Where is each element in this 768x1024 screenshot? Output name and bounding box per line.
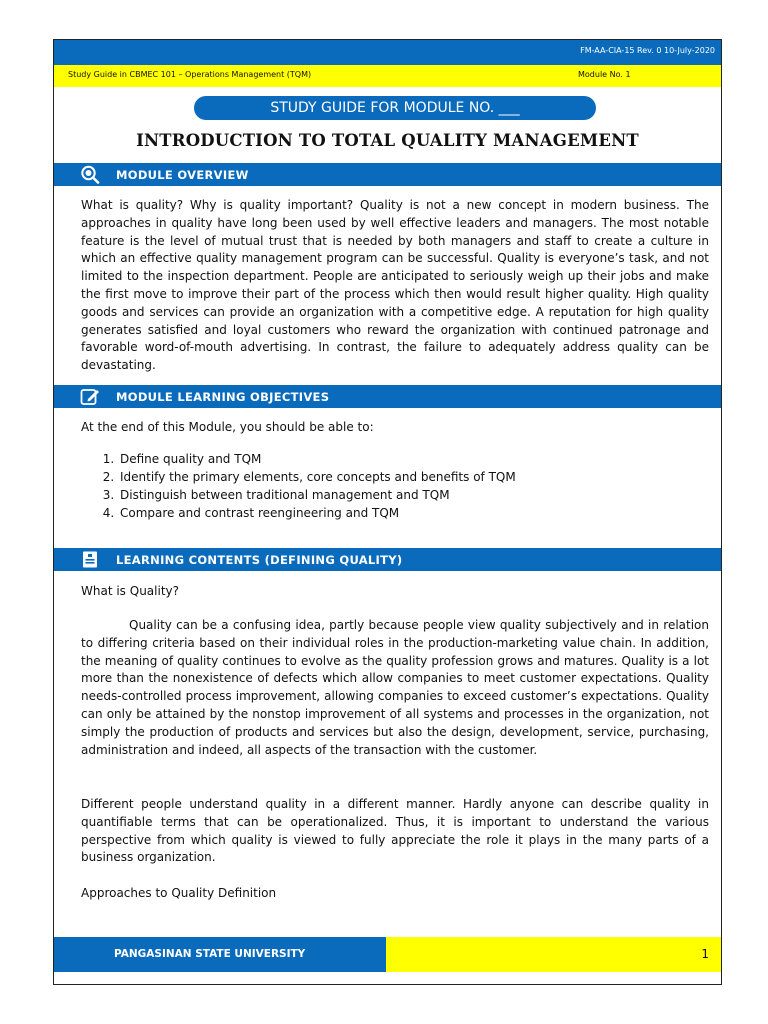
pencil-square-icon: [80, 387, 100, 406]
study-guide-banner: STUDY GUIDE FOR MODULE NO. ___: [194, 96, 596, 120]
contents-paragraph-2: Different people understand quality in a different manner. Hardly anyone can describe quality in quantifiable terms that can be operationalized. Thus, it is important to understand the various perspective from which quality is viewed to fully appreciate the role it plays in the many parts of a business organization.: [81, 797, 709, 865]
page-title: INTRODUCTION TO TOTAL QUALITY MANAGEMENT: [136, 131, 639, 150]
module-number: Module No. 1: [578, 70, 631, 79]
section-title-objectives: MODULE LEARNING OBJECTIVES: [116, 390, 330, 404]
section-header-contents: [54, 548, 721, 571]
section-header-overview: [54, 163, 721, 186]
section-header-objectives: [54, 385, 721, 408]
contents-paragraph-1: Quality can be a confusing idea, partly because people view quality subjectively and in relation to differing criteria based on their individual roles in the production-marketing value chain. In addition, the meaning of quality continues to evolve as the quality profession grows and matures. Quality is a lot more than the nonexistence of defects which allow companies to meet customer expectations. Quality needs-controlled process improvement, allowing companies to exceed customer’s expectations. Quality can only be attained by the nonstop improvement of all systems and processes in the organization, not simply the production of products and services but also the design, development, service, purchasing, administration and indeed, all aspects of the transaction with the customer.: [81, 618, 709, 757]
overview-text: What is quality? Why is quality important? Quality is not a new concept in modern business. The approaches in quality have long been used by well effective leaders and managers. The most notable feature is the level of mutual trust that is needed by both managers and staff to create a culture in which an effective quality management program can be successful. Quality is everyone’s task, and not limited to the inspection department. People are anticipated to seriously weigh up their jobs and make the first move to improve their part of the process which then would result higher quality. High quality goods and services can provide an organization with a competitive edge. A reputation for high quality generates satisfied and loyal customers who reward the organization with continued patronage and favorable word-of-mouth advertising. In contrast, the failure to adequately address quality can be devastating.: [81, 198, 709, 373]
page-number: 1: [701, 947, 709, 961]
study-guide-course: Study Guide in CBMEC 101 – Operations Management (TQM): [68, 70, 312, 79]
contents-subheading: Approaches to Quality Definition: [81, 886, 277, 900]
objectives-list: [100, 450, 516, 522]
footer-university-bar: [54, 937, 386, 972]
section-title-contents: LEARNING CONTENTS (DEFINING QUALITY): [116, 553, 403, 567]
magnifier-icon: [80, 165, 100, 184]
header-top-bar: [54, 40, 721, 65]
section-title-overview: MODULE OVERVIEW: [116, 168, 249, 182]
objectives-intro: At the end of this Module, you should be able to:: [81, 420, 374, 434]
list-item: 1. Define quality and TQM: [118, 450, 516, 468]
footer-page-bar: [386, 937, 721, 972]
university-name: PANGASINAN STATE UNIVERSITY: [114, 948, 306, 960]
list-item: 2. Identify the primary elements, core concepts and benefits of TQM: [118, 468, 516, 486]
document-page: [53, 39, 722, 985]
list-item: 4. Compare and contrast reengineering and TQM: [118, 504, 516, 522]
document-icon: [80, 550, 100, 569]
contents-question: What is Quality?: [81, 584, 179, 598]
form-code: FM-AA-CIA-15 Rev. 0 10-July-2020: [580, 46, 715, 55]
list-item: 3. Distinguish between traditional management and TQM: [118, 486, 516, 504]
